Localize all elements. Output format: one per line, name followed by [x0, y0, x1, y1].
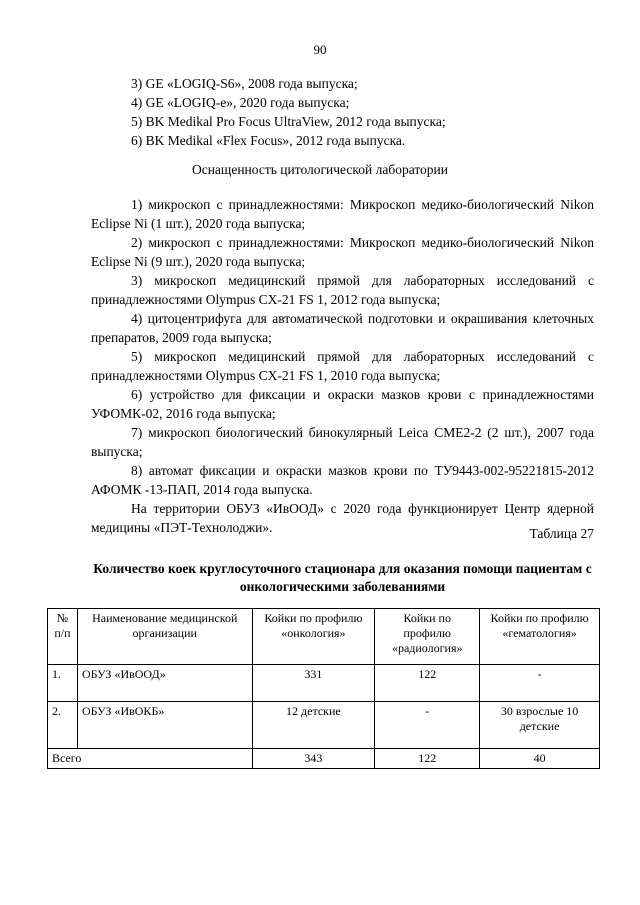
cell-hematology: 30 взрослые 10 детские [480, 702, 600, 749]
table-row [48, 665, 600, 702]
header-organization: Наименование медицинской организации [77, 609, 252, 665]
table-label: Таблица 27 [529, 526, 594, 541]
cell-radiology: - [375, 702, 480, 749]
cell-organization: ОБУЗ «ИвОКБ» [77, 702, 252, 749]
cell-total-oncology: 343 [252, 749, 375, 769]
header-radiology: Койки по профилю «радиология» [375, 609, 480, 665]
cell-hematology: - [480, 665, 600, 702]
lab-item: 6) устройство для фиксации и окраски мазков крови с принадлежностями УФОМК-02, 2016 года выпуска; [91, 387, 594, 421]
cell-oncology: 331 [252, 665, 375, 702]
lab-item: 1) микроскоп с принадлежностями: Микроскоп медико-биологический Nikon Eclipse Ni (1 шт.), 2020 года выпуска; [91, 197, 594, 231]
cell-total-radiology: 122 [375, 749, 480, 769]
table-row [48, 702, 600, 749]
lab-item: 2) микроскоп с принадлежностями: Микроскоп медико-биологический Nikon Eclipse Ni (9 шт.), 2020 года выпуска; [91, 235, 594, 269]
cell-organization: ОБУЗ «ИвООД» [77, 665, 252, 702]
page-number: 90 [313, 42, 327, 57]
table-total-row [48, 749, 600, 769]
lab-item: 4) цитоцентрифуга для автоматической подготовки и окрашивания клеточных препаратов, 2009 года выпуска; [91, 311, 594, 345]
equipment-item: 3) GE «LOGIQ-S6», 2008 года выпуска; [131, 76, 358, 91]
equipment-item: 5) BK Medikal Pro Focus UltraView, 2012 года выпуска; [131, 114, 446, 129]
lab-item: 7) микроскоп биологический бинокулярный Leica CME2-2 (2 шт.), 2007 года выпуска; [91, 425, 594, 459]
lab-section-title: Оснащенность цитологической лаборатории [191, 162, 449, 177]
equipment-item: 6) BK Medikal «Flex Focus», 2012 года выпуска. [131, 133, 406, 148]
lab-equipment-list [91, 195, 594, 537]
header-hematology: Койки по профилю «гематология» [480, 609, 600, 665]
lab-item: 3) микроскоп медицинский прямой для лабораторных исследований с принадлежностями Olympus CX-21 FS 1, 2012 года выпуска; [91, 273, 594, 307]
header-oncology: Койки по профилю «онкология» [252, 609, 375, 665]
cell-radiology: 122 [375, 665, 480, 702]
equipment-item: 4) GE «LOGIQ-e», 2020 года выпуска; [131, 95, 350, 110]
cell-num: 2. [48, 702, 78, 749]
beds-table [47, 608, 600, 769]
table-header-row [48, 609, 600, 665]
table-title: Количество коек круглосуточного стационара для оказания помощи пациентам с онкологическими заболеваниями [93, 561, 592, 594]
equipment-list-continued [91, 74, 594, 150]
cell-total-hematology: 40 [480, 749, 600, 769]
cell-oncology: 12 детские [252, 702, 375, 749]
cell-num: 1. [48, 665, 78, 702]
lab-item: 8) автомат фиксации и окраски мазков крови по ТУ9443-002-95221815-2012 АФОМК -13-ПАП, 2014 года выпуска. [91, 463, 594, 497]
header-num: № п/п [48, 609, 78, 665]
pet-center-paragraph: На территории ОБУЗ «ИвООД» с 2020 года функционирует Центр ядерной медицины «ПЭТ-Технолоджи». [91, 501, 594, 535]
lab-item: 5) микроскоп медицинский прямой для лабораторных исследований с принадлежностями Olympus CX-21 FS 1, 2010 года выпуска; [91, 349, 594, 383]
cell-total-label: Всего [48, 749, 253, 769]
